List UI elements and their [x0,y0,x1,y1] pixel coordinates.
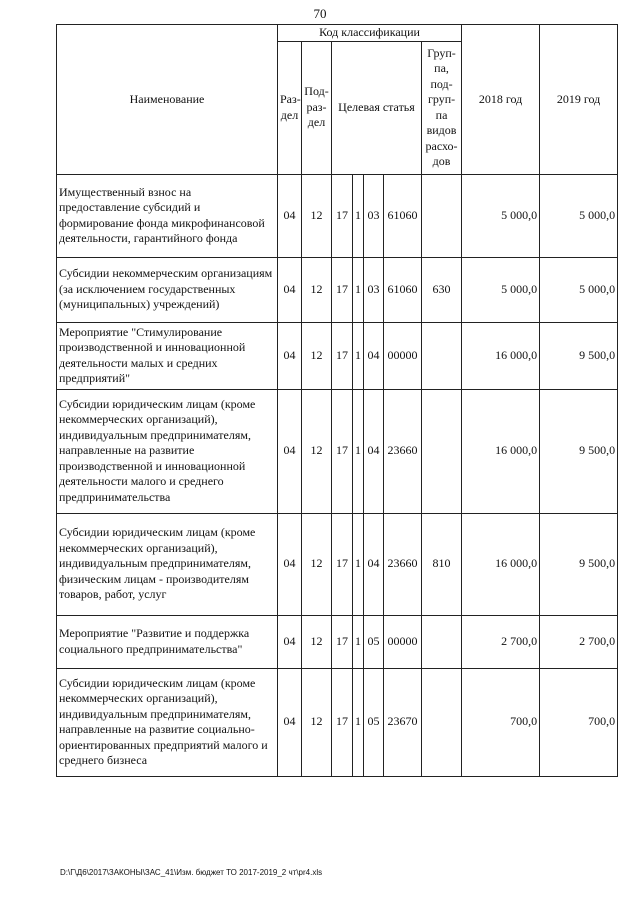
row-target-program: 17 [332,322,353,389]
row-target-subprogram: 1 [353,668,364,776]
row-amount-2018: 5 000,0 [462,174,540,257]
row-section: 04 [278,257,302,322]
row-group [422,389,462,513]
row-target-program: 17 [332,668,353,776]
row-amount-2019: 2 700,0 [540,615,618,668]
row-target-program: 17 [332,615,353,668]
row-target-subprogram: 1 [353,615,364,668]
row-target-direction: 23660 [384,389,422,513]
row-group: 630 [422,257,462,322]
row-name: Мероприятие "Развитие и поддержка социального предпринимательства" [57,615,278,668]
row-target-program: 17 [332,257,353,322]
row-subsection: 12 [302,174,332,257]
budget-table [56,24,618,777]
row-target-subprogram: 1 [353,513,364,615]
row-target-program: 17 [332,513,353,615]
row-target-direction: 61060 [384,257,422,322]
row-amount-2018: 16 000,0 [462,322,540,389]
row-amount-2018: 16 000,0 [462,513,540,615]
row-target-event: 03 [364,257,384,322]
table-row [57,668,618,776]
row-target-direction: 23660 [384,513,422,615]
row-target-direction: 00000 [384,322,422,389]
row-target-program: 17 [332,174,353,257]
header-subsection: Под- раз- дел [302,41,332,174]
row-section: 04 [278,668,302,776]
row-target-event: 04 [364,513,384,615]
row-amount-2019: 5 000,0 [540,257,618,322]
row-amount-2018: 5 000,0 [462,257,540,322]
row-group [422,668,462,776]
row-section: 04 [278,174,302,257]
row-subsection: 12 [302,668,332,776]
row-target-event: 05 [364,668,384,776]
row-amount-2018: 2 700,0 [462,615,540,668]
table-row [57,389,618,513]
table-row [57,322,618,389]
row-group [422,174,462,257]
table-row [57,615,618,668]
row-amount-2019: 9 500,0 [540,513,618,615]
row-name: Имущественный взнос на предоставление субсидий и формирование фонда микрофинансовой деятельности, гарантийного фонда [57,174,278,257]
row-target-subprogram: 1 [353,174,364,257]
row-amount-2019: 700,0 [540,668,618,776]
row-amount-2019: 9 500,0 [540,389,618,513]
table-row [57,257,618,322]
row-target-subprogram: 1 [353,257,364,322]
row-target-event: 04 [364,389,384,513]
row-target-subprogram: 1 [353,389,364,513]
row-name: Субсидии юридическим лицам (кроме некоммерческих организаций), индивидуальным предпринимателям, физическим лицам - производителям товаров, работ, услуг [57,513,278,615]
page-number: 70 [313,6,327,21]
row-subsection: 12 [302,322,332,389]
row-group [422,322,462,389]
row-name: Субсидии юридическим лицам (кроме некоммерческих организаций), индивидуальным предпринимателям, направленные на развитие социально-ориентированных предприятий малого и среднего бизнеса [57,668,278,776]
header-section: Раз- дел [278,41,302,174]
row-target-direction: 00000 [384,615,422,668]
row-subsection: 12 [302,513,332,615]
row-subsection: 12 [302,389,332,513]
header-classification: Код классификации [278,25,462,42]
row-name: Субсидии некоммерческим организациям (за исключением государственных (муниципальных) учреждений) [57,257,278,322]
table-row [57,513,618,615]
row-subsection: 12 [302,615,332,668]
row-name: Субсидии юридическим лицам (кроме некоммерческих организаций), индивидуальным предпринимателям, направленные на развитие производственной и инновационной деятельности малого и среднего предпринимательства [57,389,278,513]
row-target-event: 05 [364,615,384,668]
row-target-event: 04 [364,322,384,389]
row-section: 04 [278,322,302,389]
row-subsection: 12 [302,257,332,322]
row-target-direction: 23670 [384,668,422,776]
row-amount-2019: 5 000,0 [540,174,618,257]
header-group: Груп- па, под- груп- па видов расхо- дов [422,41,462,174]
row-group [422,615,462,668]
header-target-article: Целевая статья [332,41,422,174]
header-name: Наименование [57,25,278,175]
row-amount-2018: 700,0 [462,668,540,776]
row-section: 04 [278,615,302,668]
row-section: 04 [278,513,302,615]
header-year-2019: 2019 год [540,25,618,175]
file-path-footer: D:\Г\Д6\2017\ЗАКОНЫ\ЗАС_41\Изм. бюджет ТО 2017-2019_2 чт\pr4.xls [60,868,323,877]
row-name: Мероприятие "Стимулирование производственной и инновационной деятельности малых и средних предприятий" [57,322,278,389]
row-section: 04 [278,389,302,513]
row-group: 810 [422,513,462,615]
row-amount-2018: 16 000,0 [462,389,540,513]
header-year-2018: 2018 год [462,25,540,175]
row-target-subprogram: 1 [353,322,364,389]
row-target-direction: 61060 [384,174,422,257]
row-amount-2019: 9 500,0 [540,322,618,389]
row-target-event: 03 [364,174,384,257]
row-target-program: 17 [332,389,353,513]
table-row [57,174,618,257]
